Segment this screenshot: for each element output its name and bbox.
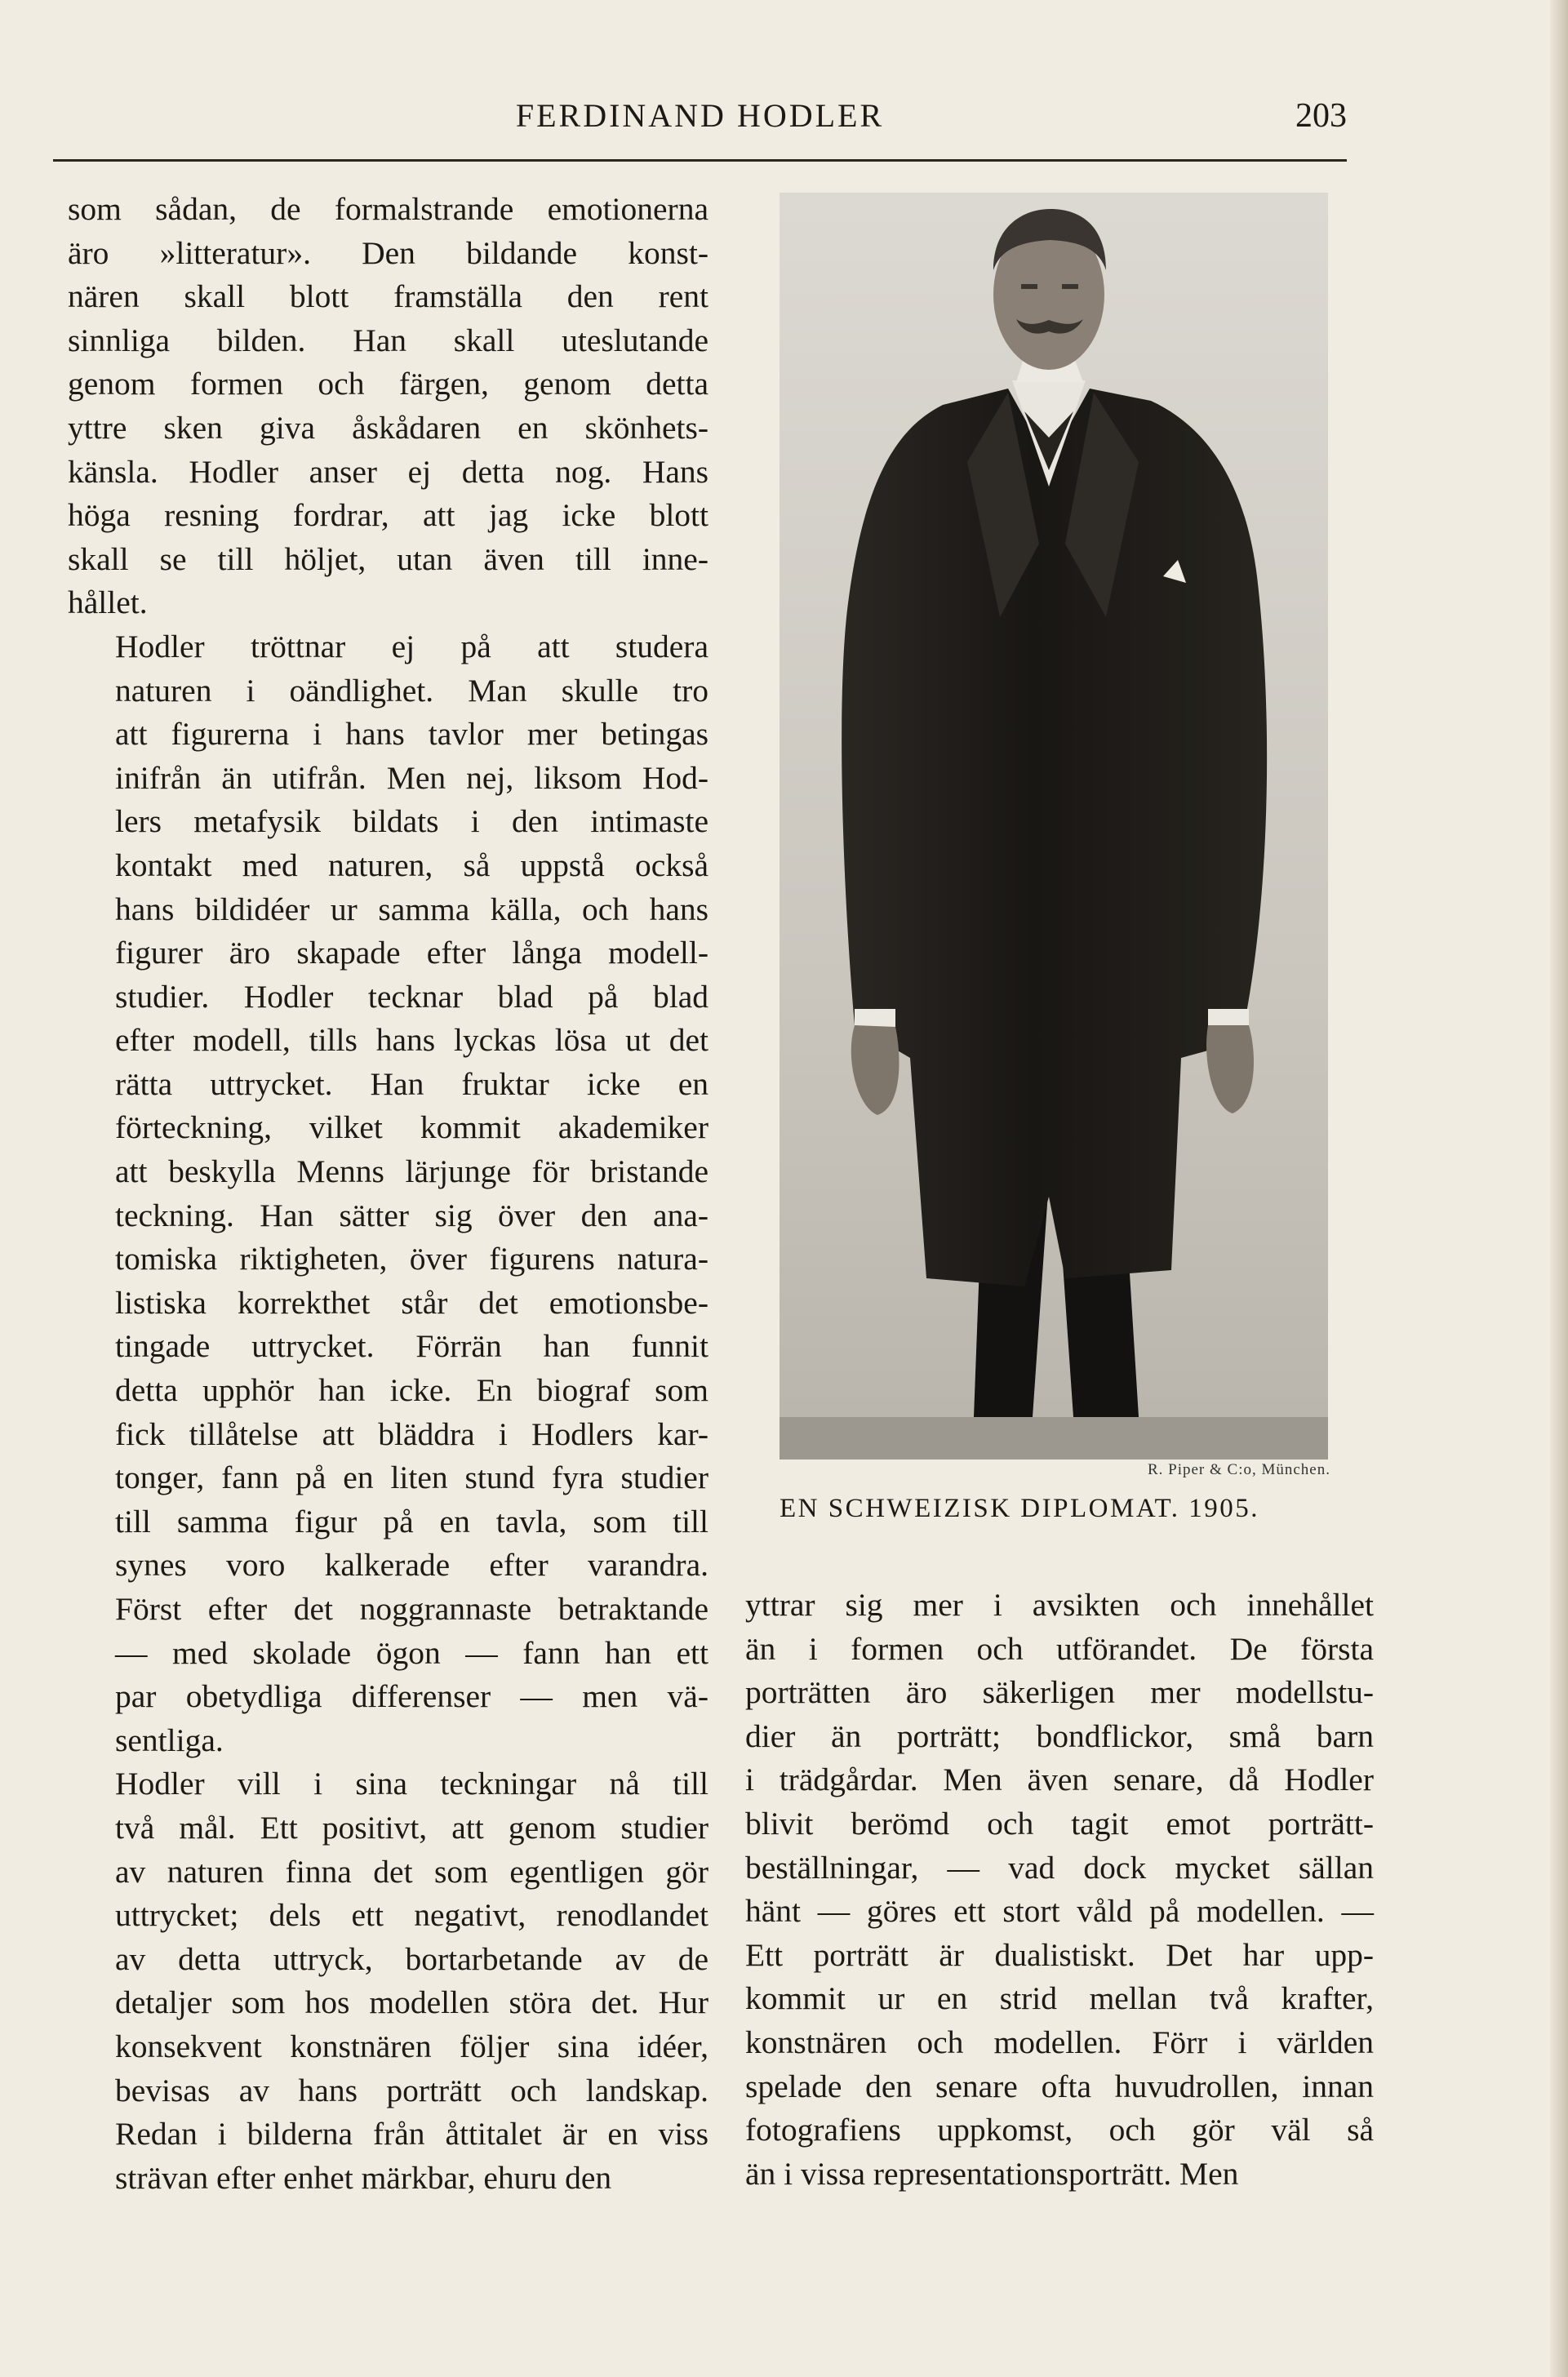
text-line: Ett porträtt är dualistiskt. Det har upp- [745,1936,1374,1973]
plate-caption: EN SCHWEIZISK DIPLOMAT. 1905. [780,1494,1259,1523]
plate-credit: R. Piper & C:o, München. [1147,1461,1330,1478]
text-line: att beskylla Menns lärjunge för bristande [115,1153,708,1190]
portrait-illustration [780,193,1328,1460]
text-line: spelade den senare ofta huvudrollen, innan [745,2068,1374,2104]
text-line: blivit berömd och tagit emot porträtt- [745,1805,1374,1842]
text-line: kommit ur en strid mellan två krafter, [745,1980,1374,2017]
paragraph-4 [745,1584,1374,2196]
paragraph-3 [68,1762,708,2200]
header-rule [53,159,1347,162]
text-line: teckning. Han sätter sig över den ana- [115,1197,708,1233]
text-line: uttrycket; dels ett negativt, renodlandet [115,1897,708,1934]
text-line: fotografiens uppkomst, och gör väl så [745,2112,1374,2148]
text-line: inifrån än utifrån. Men nej, liksom Hod- [115,759,708,796]
text-line: Först efter det noggrannaste betraktande [115,1591,708,1627]
text-line: av naturen finna det som egentligen gör [115,1853,708,1890]
text-line: sentliga. [115,1722,224,1758]
running-title: FERDINAND HODLER [515,97,885,134]
text-line: två mål. Ett positivt, att genom studier [115,1809,708,1846]
text-line: Hodler vill i sina teckningar nå till [115,1766,708,1802]
text-line: fick tillåtelse att bläddra i Hodlers kar- [115,1415,708,1452]
text-line: efter modell, tills hans lyckas lösa ut det [115,1022,708,1059]
text-line: naturen i oändlighet. Man skulle tro [115,672,708,709]
text-line: Redan i bilderna från åttitalet är en viss [115,2116,708,2153]
text-line: att figurerna i hans tavlor mer betingas [115,716,708,753]
text-line: konsekvent konstnären följer sina idéer, [115,2028,708,2064]
text-line: höga resning fordrar, att jag icke blott [68,497,708,534]
text-line: tingade uttrycket. Förrän han funnit [115,1328,708,1365]
text-line: kontakt med naturen, så uppstå också [115,846,708,883]
text-line: känsla. Hodler anser ej detta nog. Hans [68,453,708,490]
text-line: genom formen och färgen, genom detta [68,366,708,402]
text-line: listiska korrekthet står det emotionsbe- [115,1284,708,1321]
page-number: 203 [1295,97,1347,135]
text-line: än i vissa representationsporträtt. Men [745,2155,1239,2192]
text-line: rätta uttrycket. Han fruktar icke en [115,1065,708,1102]
text-line: hans bildidéer ur samma källa, och hans [115,891,708,927]
text-line: bevisas av hans porträtt och landskap. [115,2072,708,2108]
text-line: synes voro kalkerade efter varandra. [115,1547,708,1584]
paragraph-2 [68,625,708,1762]
text-line: detta upphör han icke. En biograf som [115,1372,708,1409]
text-line: till samma figur på en tavla, som till [115,1503,708,1539]
text-line: skall se till höljet, utan även till inne- [68,540,708,577]
text-line: av detta uttryck, bortarbetande av de [115,1940,708,1977]
text-line: yttrar sig mer i avsikten och innehållet [745,1587,1374,1623]
text-line: som sådan, de formalstrande emotionerna [68,191,708,227]
text-line: tomiska riktigheten, över figurens natura- [115,1241,708,1277]
text-line: än i formen och utförandet. De första [745,1630,1374,1667]
text-line: förteckning, vilket kommit akademiker [115,1109,708,1146]
text-line: porträtten äro säkerligen mer modellstu- [745,1674,1374,1711]
text-line: nären skall blott framställa den rent [68,278,708,315]
text-line: hänt — göres ett stort våld på modellen. — [745,1893,1374,1930]
text-line: Hodler tröttnar ej på att studera [115,628,708,664]
text-line: strävan efter enhet märkbar, ehuru den [115,2159,612,2196]
portrait-plate [780,193,1328,1460]
text-line: konstnären och modellen. Förr i världen [745,2024,1374,2060]
text-line: hållet. [68,584,148,621]
text-line: detaljer som hos modellen störa det. Hur [115,1984,708,2021]
text-line: — med skolade ögon — fann han ett [115,1634,708,1671]
text-line: figurer äro skapade efter långa modell- [115,935,708,971]
paragraph-1 [68,188,708,625]
left-text-column [68,188,708,2200]
text-line: beställningar, — vad dock mycket sällan [745,1849,1374,1886]
text-line: studier. Hodler tecknar blad på blad [115,978,708,1015]
right-text-column [745,1584,1374,2196]
text-line: sinnliga bilden. Han skall uteslutande [68,322,708,358]
running-head [53,96,1347,162]
text-line: äro »litteratur». Den bildande konst- [68,234,708,271]
text-line: i trädgårdar. Men även senare, då Hodler [745,1762,1374,1798]
text-line: dier än porträtt; bondflickor, små barn [745,1717,1374,1754]
text-line: lers metafysik bildats i den intimaste [115,803,708,840]
text-line: par obetydliga differenser — men vä- [115,1678,708,1715]
text-line: tonger, fann på en liten stund fyra studier [115,1460,708,1496]
text-line: yttre sken giva åskådaren en skönhets- [68,409,708,446]
page-edge [1550,0,1568,2377]
